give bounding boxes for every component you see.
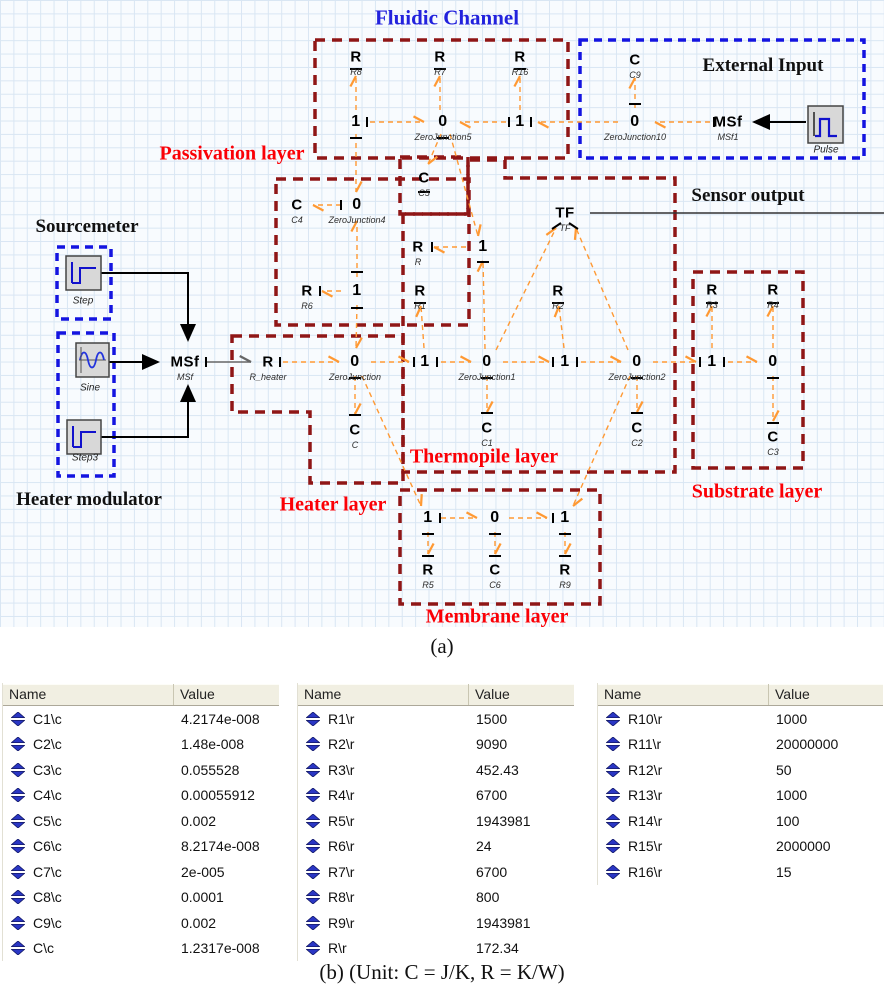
row-icon <box>598 839 628 853</box>
parameter-name: C1\c <box>33 710 62 727</box>
table-header <box>598 683 883 706</box>
parameter-name: R1\r <box>328 710 355 727</box>
parameter-diamond-icon <box>11 788 25 802</box>
column-header-name[interactable]: Name <box>298 684 469 705</box>
heater-modulator-label: Heater modulator <box>16 489 162 510</box>
node-symbol: 0 <box>438 113 448 130</box>
caption-b: (b) (Unit: C = J/K, R = K/W) <box>319 960 565 984</box>
parameter-value: 452.43 <box>476 761 519 778</box>
node-symbol: R <box>414 282 426 300</box>
node-symbol: R <box>434 48 446 66</box>
node-symbol: R <box>422 561 434 579</box>
node-name: R_heater <box>249 372 287 382</box>
parameter-diamond-icon <box>11 865 25 879</box>
node-symbol: C <box>767 428 779 446</box>
node-symbol: 0 <box>350 353 360 370</box>
parameter-name: C8\c <box>33 889 62 906</box>
parameter-value: 0.002 <box>181 812 217 829</box>
parameter-name: C6\c <box>33 838 62 855</box>
parameter-value: 100 <box>776 812 800 829</box>
parameter-value: 9090 <box>476 736 508 753</box>
parameter-row[interactable] <box>298 732 574 758</box>
row-icon <box>298 712 328 726</box>
node-name: R <box>414 257 422 267</box>
parameter-value: 20000000 <box>776 736 839 753</box>
step3-block-label: Step3 <box>71 452 99 464</box>
parameter-diamond-icon <box>606 763 620 777</box>
external-input-label: External Input <box>702 55 824 76</box>
node-symbol: C <box>481 419 493 437</box>
parameter-row[interactable] <box>3 757 279 783</box>
parameter-name: R10\r <box>628 710 663 727</box>
row-icon <box>3 788 33 802</box>
node-name: C2 <box>631 438 643 448</box>
row-icon <box>3 916 33 930</box>
row-icon <box>298 916 328 930</box>
parameter-name: C3\c <box>33 761 62 778</box>
parameter-row[interactable] <box>298 859 574 885</box>
row-icon <box>298 737 328 751</box>
row-icon <box>3 814 33 828</box>
parameter-row[interactable] <box>298 783 574 809</box>
parameter-diamond-icon <box>11 941 25 955</box>
node-symbol: C <box>629 51 641 69</box>
node-name: TF <box>559 223 571 233</box>
substrate-layer-label: Substrate layer <box>691 480 823 503</box>
parameter-name: R4\r <box>328 787 355 804</box>
node-name: R9 <box>559 580 571 590</box>
node-symbol: R <box>301 282 313 300</box>
parameter-row[interactable] <box>298 910 574 936</box>
row-icon <box>3 712 33 726</box>
parameter-diamond-icon <box>306 788 320 802</box>
parameter-diamond-icon <box>606 737 620 751</box>
parameter-name: R16\r <box>628 863 663 880</box>
node-symbol: R <box>412 238 424 256</box>
parameter-value: 2e-005 <box>181 863 225 880</box>
row-icon <box>598 814 628 828</box>
parameter-name: R5\r <box>328 812 355 829</box>
membrane-layer-label: Membrane layer <box>425 605 569 628</box>
row-icon <box>3 839 33 853</box>
node-name: C3 <box>767 447 779 457</box>
node-name: ZeroJunction5 <box>414 132 472 142</box>
row-icon <box>598 737 628 751</box>
parameter-diamond-icon <box>306 941 320 955</box>
node-symbol: 1 <box>560 353 570 370</box>
node-symbol: 0 <box>632 353 642 370</box>
row-icon <box>3 763 33 777</box>
parameter-value: 6700 <box>476 787 508 804</box>
parameter-name: R7\r <box>328 863 355 880</box>
row-icon <box>298 788 328 802</box>
heater-layer-label: Heater layer <box>279 493 387 516</box>
parameter-row[interactable] <box>298 834 574 860</box>
node-symbol: 1 <box>515 113 525 130</box>
node-name: ZeroJunction2 <box>608 372 666 382</box>
parameter-diamond-icon <box>11 763 25 777</box>
node-name: ZeroJunction10 <box>603 132 667 142</box>
parameter-value: 1000 <box>776 787 808 804</box>
fluidic-channel-label: Fluidic Channel <box>374 5 520 30</box>
parameter-diamond-icon <box>306 737 320 751</box>
parameter-name: R11\r <box>628 736 662 753</box>
parameter-value: 0.00055912 <box>181 787 255 804</box>
parameter-row[interactable] <box>598 706 883 732</box>
column-header-value[interactable]: Value <box>475 686 510 702</box>
parameter-name: C\c <box>33 940 54 957</box>
c-parameters-table <box>2 683 279 961</box>
sine-block <box>76 343 109 377</box>
input-boxes[interactable] <box>57 40 864 476</box>
parameter-row[interactable] <box>298 885 574 911</box>
node-name: C5 <box>418 188 430 198</box>
node-symbol: 1 <box>478 238 488 255</box>
node-name: R16 <box>511 67 529 77</box>
node-symbol: R <box>559 561 571 579</box>
parameter-row[interactable] <box>3 834 279 860</box>
parameter-diamond-icon <box>306 916 320 930</box>
node-name: R7 <box>434 67 446 77</box>
node-symbol: R <box>552 282 564 300</box>
node-symbol: 1 <box>707 353 717 370</box>
parameter-diamond-icon <box>306 839 320 853</box>
pulse-block <box>808 106 843 143</box>
parameter-row[interactable] <box>598 834 883 860</box>
node-name: R8 <box>350 67 362 77</box>
parameter-diamond-icon <box>306 814 320 828</box>
parameter-name: R13\r <box>628 787 663 804</box>
parameter-name: R\r <box>328 940 347 957</box>
parameter-name: C2\c <box>33 736 62 753</box>
node-name: C9 <box>629 70 641 80</box>
column-header-value[interactable]: Value <box>775 686 810 702</box>
parameter-diamond-icon <box>306 712 320 726</box>
parameter-row[interactable] <box>598 859 883 885</box>
node-symbol: R <box>706 281 718 299</box>
node-symbol: 1 <box>423 509 433 526</box>
parameter-name: R8\r <box>328 889 355 906</box>
caption-a: (a) <box>430 634 454 658</box>
parameter-row[interactable] <box>3 808 279 834</box>
step-block <box>66 256 101 290</box>
pulse-block-label: Pulse <box>813 144 839 156</box>
parameter-row[interactable] <box>598 732 883 758</box>
parameter-value: 4.2174e-008 <box>181 710 260 727</box>
signal-wires <box>101 122 806 437</box>
node-symbol: C <box>489 561 501 579</box>
row-icon <box>298 941 328 955</box>
parameter-value: 0.0001 <box>181 889 224 906</box>
parameter-value: 24 <box>476 838 492 855</box>
node-symbol: 1 <box>352 282 362 299</box>
parameter-value: 800 <box>476 889 500 906</box>
node-symbol: C <box>418 169 430 187</box>
step-block-label: Step <box>72 295 94 307</box>
node-symbol: C <box>349 421 361 439</box>
parameter-value: 0.055528 <box>181 761 240 778</box>
node-symbol: 0 <box>482 353 492 370</box>
column-header-name[interactable]: Name <box>598 684 769 705</box>
node-name: MSf <box>176 372 194 382</box>
parameter-name: R12\r <box>628 761 663 778</box>
row-icon <box>298 865 328 879</box>
parameter-diamond-icon <box>306 890 320 904</box>
node-symbol: 1 <box>560 509 570 526</box>
node-name: ZeroJunction4 <box>328 215 386 225</box>
parameter-name: C4\c <box>33 787 62 804</box>
parameter-value: 8.2174e-008 <box>181 838 260 855</box>
node-name: ZeroJunction <box>328 372 382 382</box>
parameter-row[interactable] <box>3 936 279 962</box>
parameter-diamond-icon <box>606 839 620 853</box>
row-icon <box>598 788 628 802</box>
parameter-row[interactable] <box>3 859 279 885</box>
node-name: MSf1 <box>717 132 739 142</box>
parameter-value: 1943981 <box>476 812 531 829</box>
sine-block-label: Sine <box>79 382 101 394</box>
parameter-diamond-icon <box>306 865 320 879</box>
node-name: C1 <box>481 438 493 448</box>
parameter-value: 2000000 <box>776 838 831 855</box>
parameter-name: C9\c <box>33 914 62 931</box>
node-name: R4 <box>767 300 779 310</box>
node-name: R1 <box>414 301 426 311</box>
node-name: C6 <box>489 580 501 590</box>
node-symbol: 0 <box>490 509 500 526</box>
parameter-row[interactable] <box>598 783 883 809</box>
parameter-diamond-icon <box>11 712 25 726</box>
r-parameters-table-2 <box>597 683 883 885</box>
parameter-value: 15 <box>776 863 792 880</box>
node-symbol: 1 <box>351 113 361 130</box>
node-symbol: 0 <box>768 353 778 370</box>
node-name: R2 <box>552 301 564 311</box>
parameter-value: 1500 <box>476 710 508 727</box>
row-icon <box>298 763 328 777</box>
parameter-row[interactable] <box>3 885 279 911</box>
parameter-value: 50 <box>776 761 792 778</box>
table-header <box>298 683 574 706</box>
node-symbol: 0 <box>630 113 640 130</box>
parameter-row[interactable] <box>3 732 279 758</box>
parameter-diamond-icon <box>11 890 25 904</box>
node-name: R3 <box>706 300 718 310</box>
parameter-value: 172.34 <box>476 940 519 957</box>
node-name: R6 <box>301 301 313 311</box>
parameter-value: 6700 <box>476 863 508 880</box>
column-header-name[interactable]: Name <box>3 684 174 705</box>
node-name: R5 <box>422 580 434 590</box>
parameter-row[interactable] <box>298 936 574 962</box>
parameter-tables <box>0 683 884 963</box>
r-parameters-table-1 <box>297 683 574 961</box>
sourcemeter-label: Sourcemeter <box>35 216 139 237</box>
parameter-row[interactable] <box>3 910 279 936</box>
node-symbol: MSf <box>170 353 200 371</box>
parameter-diamond-icon <box>11 814 25 828</box>
parameter-row[interactable] <box>598 808 883 834</box>
parameter-diamond-icon <box>606 865 620 879</box>
parameter-value: 1.48e-008 <box>181 736 245 753</box>
node-symbol: C <box>291 196 303 214</box>
parameter-value: 1943981 <box>476 914 531 931</box>
parameter-value: 1000 <box>776 710 808 727</box>
thermopile-layer-label: Thermopile layer <box>409 445 559 468</box>
parameter-diamond-icon <box>606 712 620 726</box>
parameter-row[interactable] <box>298 706 574 732</box>
node-name: C4 <box>291 215 303 225</box>
parameter-row[interactable] <box>298 808 574 834</box>
parameter-diamond-icon <box>11 916 25 930</box>
parameter-diamond-icon <box>11 839 25 853</box>
table-header <box>3 683 279 706</box>
parameter-row[interactable] <box>3 783 279 809</box>
step3-block <box>67 420 101 454</box>
node-name: C <box>351 440 359 450</box>
row-icon <box>598 865 628 879</box>
node-symbol: R <box>514 48 526 66</box>
parameter-row[interactable] <box>298 757 574 783</box>
passivation-layer-label: Passivation layer <box>159 142 305 165</box>
row-icon <box>298 814 328 828</box>
row-icon <box>598 763 628 777</box>
parameter-name: R3\r <box>328 761 355 778</box>
node-name: ZeroJunction1 <box>458 372 516 382</box>
parameter-diamond-icon <box>606 814 620 828</box>
node-symbol: C <box>631 419 643 437</box>
node-symbol: TF <box>555 204 575 222</box>
parameter-diamond-icon <box>606 788 620 802</box>
node-symbol: R <box>350 48 362 66</box>
parameter-name: R2\r <box>328 736 355 753</box>
row-icon <box>3 865 33 879</box>
c5-box <box>400 157 468 214</box>
row-icon <box>598 712 628 726</box>
parameter-diamond-icon <box>306 763 320 777</box>
parameter-name: R14\r <box>628 812 663 829</box>
parameter-row[interactable] <box>598 757 883 783</box>
row-icon <box>3 890 33 904</box>
row-icon <box>298 890 328 904</box>
column-header-value[interactable]: Value <box>180 686 215 702</box>
parameter-name: R15\r <box>628 838 663 855</box>
parameter-diamond-icon <box>11 737 25 751</box>
sensor-output-label: Sensor output <box>691 185 805 206</box>
parameter-value: 0.002 <box>181 914 217 931</box>
row-icon <box>3 941 33 955</box>
node-symbol: R <box>262 353 274 371</box>
parameter-name: R6\r <box>328 838 355 855</box>
node-symbol: R <box>767 281 779 299</box>
parameter-value: 1.2317e-008 <box>181 940 260 957</box>
parameter-name: R9\r <box>328 914 355 931</box>
row-icon <box>3 737 33 751</box>
node-symbol: MSf <box>713 113 743 131</box>
parameter-row[interactable] <box>3 706 279 732</box>
parameter-name: C5\c <box>33 812 62 829</box>
parameter-name: C7\c <box>33 863 62 880</box>
node-symbol: 1 <box>420 353 430 370</box>
node-symbol: 0 <box>352 196 362 213</box>
row-icon <box>298 839 328 853</box>
